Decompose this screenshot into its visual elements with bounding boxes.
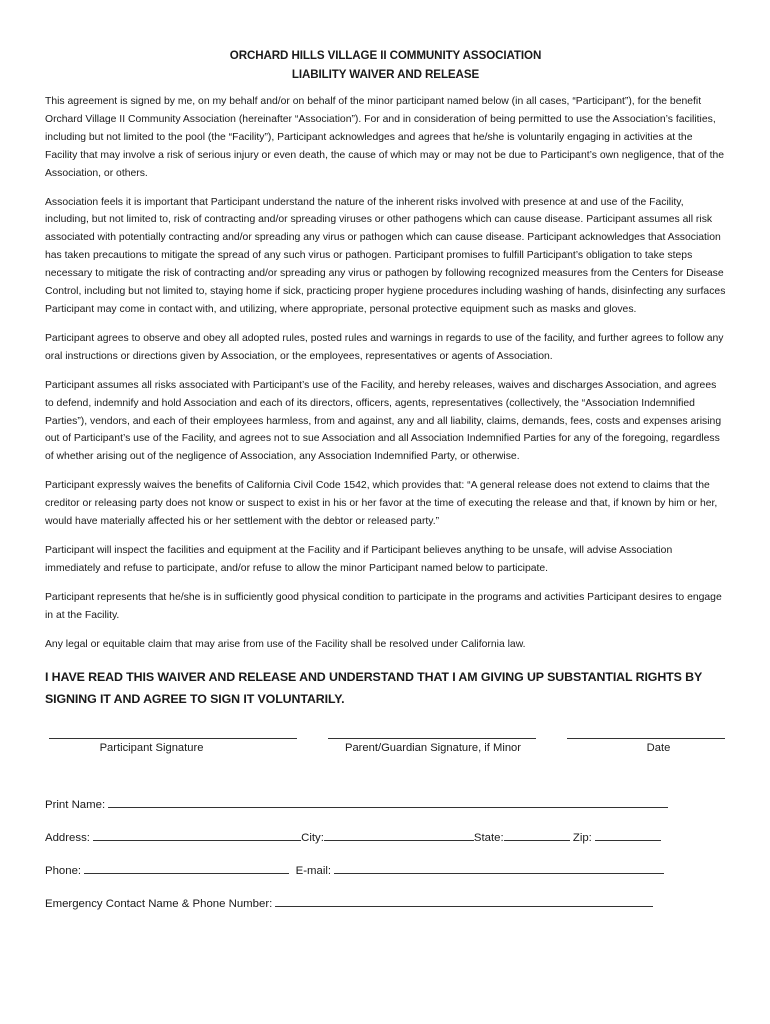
participant-signature-label: Participant Signature xyxy=(99,742,204,755)
state-label: State: xyxy=(473,832,504,845)
print-name-field[interactable] xyxy=(108,807,668,808)
paragraph-risks: Association feels it is important that Participant understand the nature of the inherent risks involved with presence at and use of the Facility, including, but not limited to, risk of contracting and/or spreading viruses or other pathogens which can cause disease. Participant assumes all risk associated with potentially contracting and/or spreading any virus or pathogen which can cause disease. Participant acknowledges that Association has taken precautions to mitigate the spread of any such virus or pathogen. Participant promises to fulfill Participant’s obligation to take steps necessary to mitigate the risk of contracting and/or spreading any virus or pathogen by following recognized measures from the Centers for Disease Control, including but not limited to, staying home if sick, practicing proper hygiene procedures including washing of hands, disinfecting any surfaces Participant may come in contact with, and utilizing, where appropriate, personal protective equipment such as masks and gloves. xyxy=(45,196,726,315)
print-name-row xyxy=(45,778,726,811)
signature-row xyxy=(45,728,726,772)
document-title: LIABILITY WAIVER AND RELEASE xyxy=(291,68,480,81)
zip-field[interactable] xyxy=(595,840,661,841)
emergency-contact-field[interactable] xyxy=(275,906,653,907)
paragraph-condition: Participant represents that he/she is in sufficiently good physical condition to participate in the programs and activities Participant desires to engage in at the Facility. xyxy=(45,591,722,621)
phone-field[interactable] xyxy=(84,873,289,874)
address-row xyxy=(45,811,726,844)
guardian-signature-line[interactable] xyxy=(328,728,536,739)
state-field[interactable] xyxy=(504,840,570,841)
paragraph-civil-code: Participant expressly waives the benefits of California Civil Code 1542, which provides that: “A general release does not extend to claims that the creditor or releasing party does not know or suspect to exist in his or her favor at the time of executing the release and that, if known by him or her, would have materially affected his or her settlement with the debtor or released party.” xyxy=(45,480,718,528)
contact-row xyxy=(45,844,726,877)
email-field[interactable] xyxy=(334,873,664,874)
emergency-contact-label: Emergency Contact Name & Phone Number: xyxy=(45,898,273,911)
date-line[interactable] xyxy=(567,728,725,739)
paragraph-agreement: This agreement is signed by me, on my behalf and/or on behalf of the minor participant named below (in all cases, “Participant”), for the benefit Orchard Village II Community Association (hereinafter “Association”). For and in consideration of being permitted to use the Association’s facilities, including but not limited to the pool (the “Facility”), Participant acknowledges and agrees that he/she is voluntarily engaging in activities at the Facility that may involve a risk of serious injury or even death, the cause of which may or may not be due to Participant’s own negligence, that of the Association, or others. xyxy=(45,96,725,179)
phone-label: Phone: xyxy=(45,865,82,878)
participant-signature-line[interactable] xyxy=(49,728,297,739)
email-label: E-mail: xyxy=(295,865,332,878)
print-name-label: Print Name: xyxy=(45,799,106,812)
date-label: Date xyxy=(646,742,671,755)
association-name: ORCHARD HILLS VILLAGE II COMMUNITY ASSOCIATION xyxy=(229,49,542,62)
acknowledgement-statement: I HAVE READ THIS WAIVER AND RELEASE AND UNDERSTAND THAT I AM GIVING UP SUBSTANTIAL RIGHTS BY SIGNING IT AND AGREE TO SIGN IT VOLUNTARILY. xyxy=(45,670,702,707)
address-label: Address: xyxy=(45,832,90,845)
city-field[interactable] xyxy=(324,840,474,841)
paragraph-law: Any legal or equitable claim that may arise from use of the Facility shall be resolved under California law. xyxy=(45,638,526,650)
address-field[interactable] xyxy=(93,840,301,841)
zip-label: Zip: xyxy=(572,832,592,845)
emergency-row xyxy=(45,877,726,910)
paragraph-rules: Participant agrees to observe and obey all adopted rules, posted rules and warnings in regards to use of the facility, and further agrees to follow any oral instructions or directions given by Association, or the employees, representatives or agents of Association. xyxy=(45,332,724,362)
city-label: City: xyxy=(301,832,324,845)
guardian-signature-label: Parent/Guardian Signature, if Minor xyxy=(345,742,521,755)
paragraph-release: Participant assumes all risks associated with Participant’s use of the Facility, and hereby releases, waives and discharges Association, and agrees to defend, indemnify and hold Association and each of its directors, officers, agents, representatives (collectively, the “Association Indemnified Parties”), vendors, and each of their employees harmless, from and against, any and all liability, claims, demands, fees, costs and expenses arising out of Participant’s use of the Facility, and agrees not to sue Association and all Association Indemnified Parties for any of the foregoing, regardless of whether arising out of the negligence of Association, any Association Indemnified Party, or otherwise. xyxy=(45,379,722,463)
paragraph-inspection: Participant will inspect the facilities and equipment at the Facility and if Participant believes anything to be unsafe, will advise Association immediately and refuse to participate, and/or refuse to allow the minor Participant named below to participate. xyxy=(45,544,673,574)
